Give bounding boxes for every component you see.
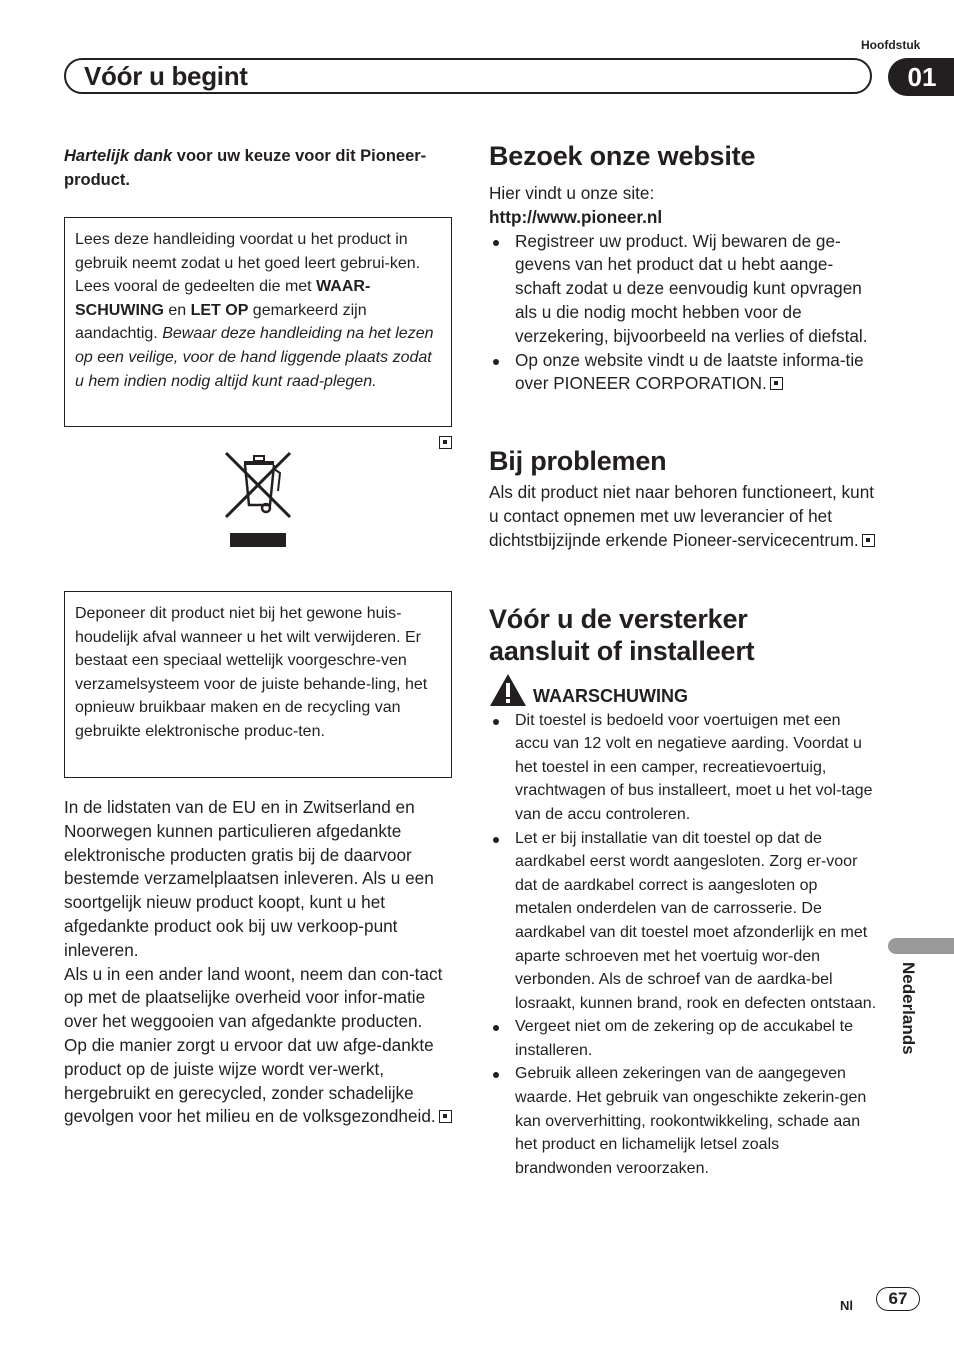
notice-text: en (163, 301, 191, 319)
problems-text (489, 481, 877, 552)
notice-box-manual (64, 217, 452, 427)
intro-rest: voor uw keuze voor dit Pioneer-product. (64, 147, 427, 189)
language-tab-label: Nederlands (899, 962, 918, 1055)
chapter-number-badge: 01 (888, 58, 954, 96)
disposal-text: Deponeer dit product niet bij het gewone huis-houdelijk afval wanneer u het wilt verwijderen. Er bestaat een speciaal wettelijk voorgeschre-ven verzamelsysteem voor de juiste behande-ling, het opnieuw bruikbaar maken en de recycling van gebruikte elektronische produc-ten. (75, 605, 428, 740)
weee-symbol (64, 453, 452, 583)
chapter-label: Hoofdstuk (861, 38, 921, 52)
list-item (489, 709, 877, 827)
heading-install-line1: Vóór u de versterker (489, 603, 748, 634)
problems-body: Als dit product niet naar behoren functioneert, kunt u contact opnemen met uw leverancier of het dichtstbijzijnde erkende Pioneer-servicecentrum. (489, 482, 875, 550)
list-item (489, 1062, 877, 1180)
heading-website: Bezoek onze website (489, 141, 756, 171)
heading-problems: Bij problemen (489, 446, 667, 477)
warning-list (489, 709, 877, 1181)
list-item (489, 230, 877, 349)
heading-install-line2: aansluit of installeert (489, 635, 755, 666)
chapter-title: Vóór u begint (84, 61, 248, 91)
notice-text: Lees deze handleiding voordat u het product in gebruik neemt zodat u het goed leert gebrui-ken. Lees vooral de gedeelten die met (75, 231, 421, 296)
section-end-icon (439, 436, 452, 449)
notice-caution-term: LET OP (190, 301, 249, 319)
heading-install (489, 603, 877, 667)
footer-language-code: Nl (840, 1298, 853, 1313)
website-bullet-register: Registreer uw product. Wij bewaren de ge-gevens van het product dat u hebt aange-schaft zodat u deze eenvoudig kunt opvragen als u die nodig mocht hebben voor de verzekering, bijvoorbeeld na verlies of diefstal. (515, 230, 868, 346)
website-list (489, 230, 877, 397)
left-column (64, 144, 452, 1129)
right-column (489, 140, 877, 1180)
website-bullet-info: Op onze website vindt u de laatste informa-tie over PIONEER CORPORATION. (515, 349, 864, 394)
notice-keep-manual: Bewaar deze handleiding na het lezen op een veilige, voor de hand liggende plaats zodat u hem indien nodig altijd kunt raad-plegen. (75, 325, 434, 390)
paragraph-eu: In de lidstaten van de EU en in Zwitserland en Noorwegen kunnen particulieren afgedankte elektronische producten gratis bij de daarvoor bestemde verzamelplaatsen inleveren. Als u een soortgelijk nieuw product koopt, kunt u het afgedankte product ook bij uw verkoop-punt inleveren. (64, 797, 434, 960)
crossed-out-wheelie-bin-icon (220, 447, 300, 557)
environment-text: Op die manier zorgt u ervoor dat uw afge-dankte product op de juiste wijze wordt ver-werkt, hergebruikt en gerecycled, zonder schadelijke gevolgen voor het milieu en de volksgezondheid. (64, 1034, 436, 1127)
warning-bullet-voltage: Dit toestel is bedoeld voor voertuigen met een accu van 12 volt en negatieve aarding. Voordat u het toestel in een camper, recreatievoertuig, vrachtwagen of bus installeert, moet u het vol-tage van de accu controleren. (515, 711, 873, 823)
warning-label: WAARSCHUWING (533, 685, 688, 706)
paragraph-other-country: Als u in een ander land woont, neem dan con-tact op met de plaatselijke overheid voor infor-matie over het weggooien van afgedankte producten. (64, 963, 443, 1032)
warning-bullet-fuse: Vergeet niet om de zekering op de accukabel te installeren. (515, 1018, 853, 1059)
section-end-icon (439, 1110, 452, 1123)
website-lead: Hier vindt u onze site: (489, 183, 655, 203)
intro-thanks: Hartelijk dank (64, 147, 173, 165)
page-number: 67 (876, 1287, 920, 1311)
website-url[interactable]: http://www.pioneer.nl (489, 206, 663, 227)
warning-header (489, 673, 877, 707)
paragraph-environment (64, 1034, 452, 1129)
list-item (489, 827, 877, 1016)
notice-warning-term: WAAR-SCHUWING (75, 278, 371, 319)
section-end-icon (862, 534, 875, 547)
notice-text: gemarkeerd zijn aandachtig. (75, 301, 367, 343)
disposal-info (64, 796, 452, 1129)
language-tab-marker (888, 938, 954, 954)
intro-text (64, 144, 452, 192)
warning-triangle-icon (489, 673, 527, 707)
notice-box-disposal (64, 591, 452, 778)
list-item (489, 349, 877, 397)
list-item (489, 1015, 877, 1062)
warning-bullet-fuse-rating: Gebruik alleen zekeringen van de aangegeven waarde. Het gebruik van ongeschikte zekerin-gen kan oververhitting, rookontwikkeling, schade aan het product en lichamelijk letsel zoals brandwonden veroorzaken. (515, 1065, 867, 1177)
warning-bullet-ground: Let er bij installatie van dit toestel op dat de aardkabel eerst wordt aangesloten. Zorg er-voor dat de aardkabel correct is aangesloten op metalen onderdelen van de carrosserie. De aardkabel van dit toestel moet afzonderlijk en met aparte schroeven met het voertuig wor-den verbonden. Als de schroef van de aardka-bel losraakt, kunnen brand, rook en defecten ontstaan. (515, 829, 877, 1012)
section-end-icon (770, 377, 783, 390)
